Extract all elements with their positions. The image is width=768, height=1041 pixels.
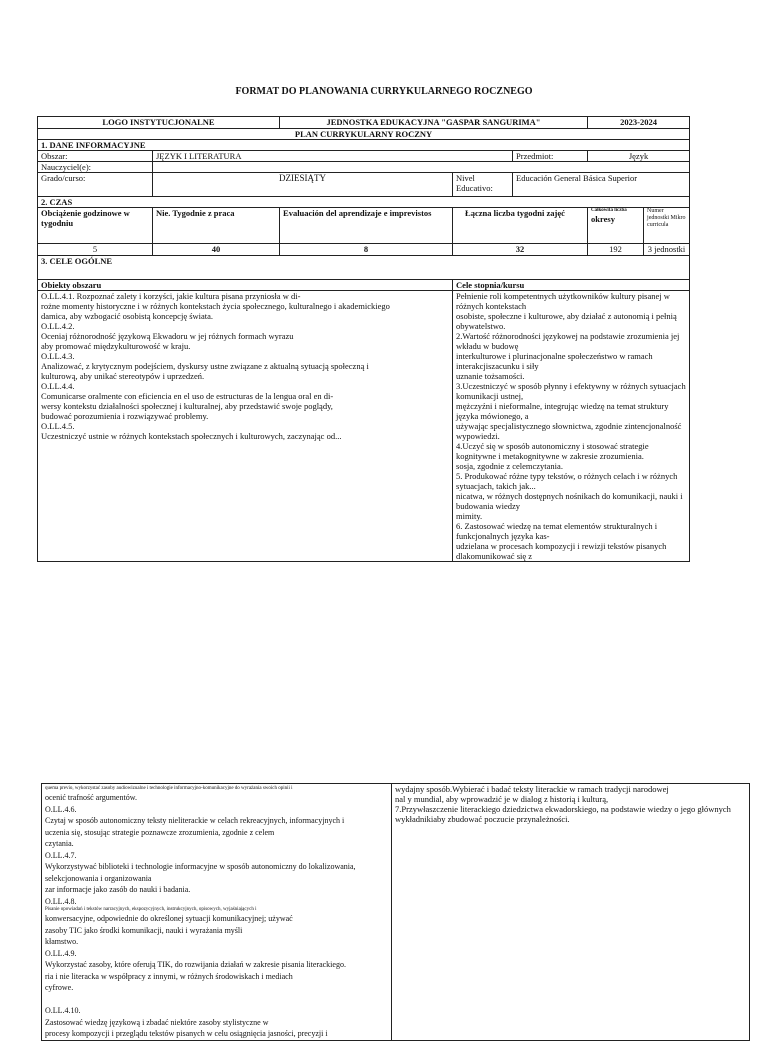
- evaluation-header: Evaluación del aprendizaje e imprevistos: [280, 208, 453, 244]
- level-objectives-text: Pełnienie roli kompetentnych użytkowników kultury pisanej w różnych kontekstach osobiste, społeczne i kulturowe, aby działać z autonomią i pełnią obywatelstwo. 2.Wartość różnorodności językowej na podstawie zrozumienia jej wkładu w budowę interkulturowe i plurinacjonalne społeczeństwo w ramach interakcjiszacunku i siły uznanie tożsamości. 3.Uczestniczyć w sposób płynny i efektywny w różnych sytuacjach komunikacji ustnej, mężczyźni i nieformalne, integrując wiedzę na temat struktury języka mówionego, a używając specjalistycznego słownictwa, zgodnie zintencjonalność wypowiedzi. 4.Uczyć się w sposób autonomiczny i stosować strategie kognitywne i metakognitywne w zakresie zrozumienia. sosja, zgodnie z celemczytania. 5. Produkować różne typy tekstów, o różnych celach i w różnych sytuacjach, takich jak... nicatwa, w różnych dostępnych nośnikach do komunikacji, nauki i budowania wiedzy mimity. 6. Zastosować wiedzę na temat elementów strukturalnych i funkcjonalnych języka kas- udzielana w procesach kompozycji i rewizji tekstów pisanych dlakomunikować się z: [453, 291, 690, 562]
- area-objectives-continued: [42, 784, 392, 1041]
- area-continued-small-2: Pisanie opowiadań i tekstów narracyjnych, ekspozycyjnych, instrukcyjnych, opisowych, wyjaśniających i: [45, 907, 257, 912]
- total-weeks-value: 32: [453, 244, 588, 256]
- area-objectives-text: O.LL.4.1. Rozpoznać zalety i korzyści, jakie kultura pisana przyniosła w di- rożne momenty historyczne i w różnych kontekstach życia społecznego, kulturalnego i akademickiego damica, aby wzbogacić osobistą koncepcję świata. O.LL.4.2. Oceniaj różnorodność językową Ekwadoru w jej różnych formach wyrazu aby promować międzykulturowość w kraju. O.LL.4.3. Analizować, z krytycznym podejściem, dyskursy ustne związane z aktualną sytuacją społeczną i kulturową, aby unikać stereotypów i uprzedzeń. O.LL.4.4. Comunicarse oralmente con eficiencia en el uso de estructuras de la lengua oral en di- wersy kontekstu działalności społecznej i kulturalnej, aby przedstawić swoje poglądy, budować porozumienia i rozwiązywać problemy. O.LL.4.5. Uczestniczyć ustnie w różnych kontekstach społecznych i kulturowych, zaczynając od...: [38, 291, 453, 562]
- teacher-value: [153, 162, 690, 173]
- hours-header: Obciążenie godzinowe w tygodniu: [38, 208, 153, 244]
- teacher-label: Nauczyciel(e):: [38, 162, 153, 173]
- evaluation-value: 8: [280, 244, 453, 256]
- year-cell: 2023-2024: [588, 117, 690, 129]
- total-weeks-header: Łączna liczba tygodni zajęć: [453, 208, 588, 244]
- section-goals: 3. CELE OGÓLNE: [38, 256, 690, 280]
- section-info: 1. DANE INFORMACYJNE: [38, 140, 690, 151]
- level-value: Educación General Básica Superior: [513, 173, 690, 197]
- level-objectives-header: Cele stopnia/kursu: [453, 280, 690, 291]
- area-continued-text-1: ocenić trafność argumentów. O.LL.4.6. Czytaj w sposób autonomiczny teksty nieliterackie w celach rekreacyjnych, informacyjnych i uczenia się, stosując strategie poznawcze zrozumienia, zgodnie z celem czytania. O.LL.4.7. Wykorzystywać biblioteki i technologie informacyjne w sposób autonomiczny do lokalizowania, selekcjonowania i organizowania zar informacje jako zasób do nauki i badania. O.LL.4.8.: [45, 793, 356, 906]
- periods-header-label: okresy: [591, 214, 615, 224]
- document-title: FORMAT DO PLANOWANIA CURRYKULARNEGO ROCZNEGO: [235, 86, 533, 97]
- subject-label: Przedmiot:: [513, 151, 588, 162]
- area-value: JĘZYK I LITERATURA: [153, 151, 513, 162]
- continuation-table: [41, 783, 750, 1041]
- logo-cell: LOGO INSTYTUCJONALNE: [38, 117, 280, 129]
- units-value: 3 jednostki: [644, 244, 690, 256]
- plan-table: [37, 116, 690, 562]
- plan-heading: PLAN CURRYKULARNY ROCZNY: [38, 129, 690, 140]
- periods-value: 192: [588, 244, 644, 256]
- area-continued-small-1: quema previo, wykorzystać zasoby audiowizualne i technologie informacyjno-komunikacyjne do wyrażania swoich opinii i: [45, 786, 293, 791]
- section-time: 2. CZAS: [38, 197, 690, 208]
- level-label: Nivel Educativo:: [453, 173, 513, 197]
- area-continued-text-2: konwersacyjne, odpowiednie do określonej sytuacji komunikacyjnej; używać zasoby TIC jako środki komunikacji, nauki i wyrażania myśli kłamstwo. O.LL.4.9. Wykorzystać zasoby, które oferują TIK, do rozwijania działań w zakresie pisania literackiego. ria i nie literacka w współpracy z innymi, w różnych środowiskach i mediach cyfrowe. O.LL.4.10. Zastosować wiedzę językową i zbadać niektóre zasoby stylistyczne w procesy kompozycji i przeglądu tekstów pisanych w celu osiągnięcia jasności, precyzji i: [45, 914, 346, 1038]
- units-header: Numer jednostki Mikro curricula: [644, 208, 690, 244]
- periods-header-small: Całkowita liczba: [591, 208, 627, 213]
- grade-value: DZIESIĄTY: [153, 173, 453, 197]
- level-objectives-continued: wydajny sposób.Wybierać i badać teksty literackie w ramach tradycji narodowej nal y mundial, aby wprowadzić je w dialog z historią i kulturą, 7.Przywłaszczenie literackiego dziedzictwa ekwadorskiego, na podstawie wiedzy o jego głównych wykładnikiaby zbudować poczucie przynależności.: [392, 784, 750, 1041]
- area-objectives-header: Obiekty obszaru: [38, 280, 453, 291]
- hours-value: 5: [38, 244, 153, 256]
- grade-label: Grado/curso:: [38, 173, 153, 197]
- weeks-header: Nie. Tygodnie z praca: [153, 208, 280, 244]
- subject-value: Język: [588, 151, 690, 162]
- area-label: Obszar:: [38, 151, 153, 162]
- periods-header: [588, 208, 644, 244]
- weeks-value: 40: [153, 244, 280, 256]
- unit-cell: JEDNOSTKA EDUKACYJNA "GASPAR SANGURIMA": [280, 117, 588, 129]
